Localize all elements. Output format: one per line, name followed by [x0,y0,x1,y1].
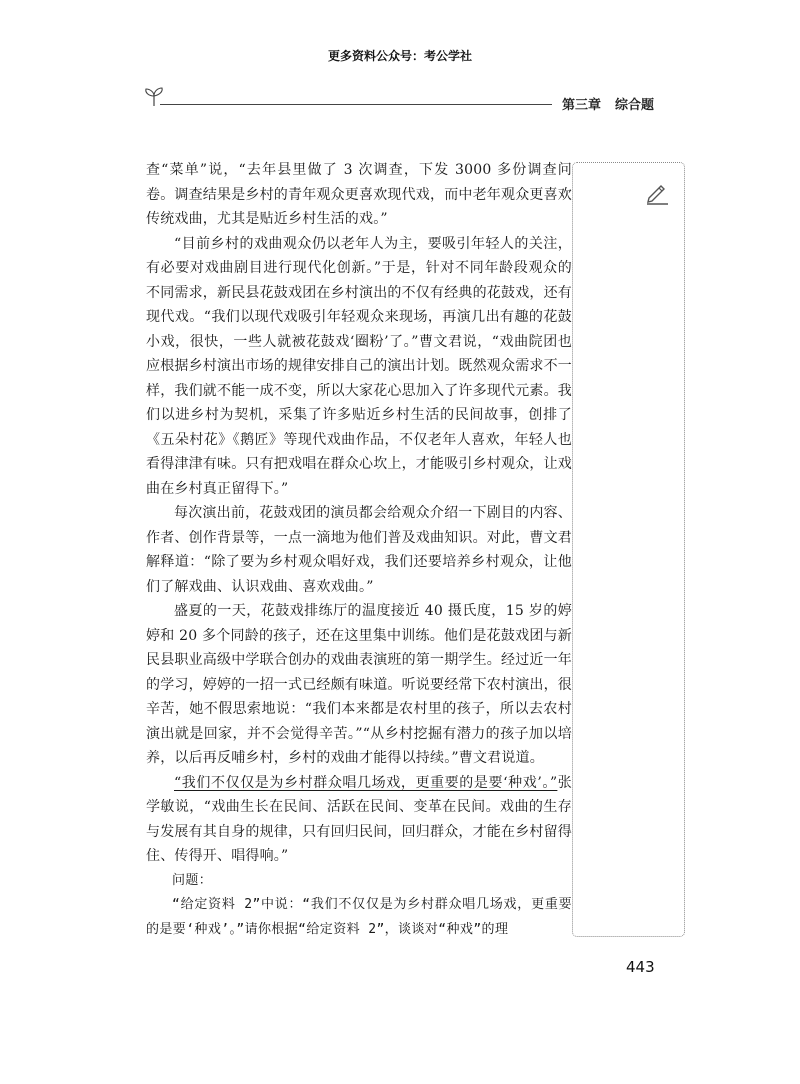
paragraph-5 [146,771,572,869]
pencil-icon [644,179,670,205]
article-body [146,158,572,942]
underlined-quote: “我们不仅仅是为乡村群众唱几场戏，更重要的是要‘种戏’。” [174,774,558,791]
paragraph-4: 盛夏的一天，花鼓戏排练厅的温度接近 40 摄氏度，15 岁的婷婷和 20 多个同龄的孩子，还在这里集中训练。他们是花鼓戏团与新民县职业高级中学联合创办的戏曲表演班的第一期学生。经过近一年的学习，婷婷的一招一式已经颇有味道。听说要经常下农村演出，很辛苦，她不假思索地说：“我们本来都是农村里的孩子，所以去农村演出就是回家，并不会觉得辛苦。”“从乡村挖掘有潜力的孩子加以培养，以后再反哺乡村，乡村的戏曲才能得以持续。”曹文君说道。 [146,603,572,766]
section-title: 综合题 [615,98,655,113]
question-label: 问题： [172,872,213,888]
notes-area [572,162,685,937]
running-header [140,92,660,118]
chapter-title [562,94,654,113]
source-banner: 更多资料公众号：考公学社 [327,49,472,63]
chapter-number: 第三章 [562,98,602,113]
sprout-icon [140,86,168,110]
paragraph-1: 查“菜单”说，“去年县里做了 3 次调查，下发 3000 多份调查问卷。调查结果是乡村的青年观众更喜欢现代戏，而中老年观众更喜欢传统戏曲，尤其是贴近乡村生活的戏。” [146,162,572,227]
paragraph-3: 每次演出前，花鼓戏团的演员都会给观众介绍一下剧目的内容、作者、创作背景等，一点一滴地为他们普及戏曲知识。对此，曹文君解释道：“除了要为乡村观众唱好戏，我们还要培养乡村观众，让他们了解戏曲、认识戏曲、喜欢戏曲。” [146,505,572,595]
paragraph-5-rest: 张学敏说，“戏曲生长在民间、活跃在民间、变革在民间。戏曲的生存与发展有其自身的规律，只有回归民间，回归群众，才能在乡村留得住、传得开、唱得响。” [146,774,572,864]
header-rule [160,104,552,105]
question-text: “给定资料 2”中说：“我们不仅仅是为乡村群众唱几场戏，更重要的是要‘种戏’。”请你根据“给定资料 2”，谈谈对“种戏”的理 [146,897,572,937]
page-number: 443 [626,958,655,976]
paragraph-2: “目前乡村的戏曲观众仍以老年人为主，要吸引年轻人的关注，有必要对戏曲剧目进行现代化创新。”于是，针对不同年龄段观众的不同需求，新民县花鼓戏团在乡村演出的不仅有经典的花鼓戏，还有现代戏。“我们以现代戏吸引年轻观众来现场，再演几出有趣的花鼓小戏，很快，一些人就被花鼓戏‘圈粉’了。”曹文君说，“戏曲院团也应根据乡村演出市场的规律安排自己的演出计划。既然观众需求不一样，我们就不能一成不变，所以大家花心思加入了许多现代元素。我们以进乡村为契机，采集了许多贴近乡村生活的民间故事，创排了《五朵村花》《鹅匠》等现代戏曲作品，不仅老年人喜欢，年轻人也看得津津有味。只有把戏唱在群众心坎上，才能吸引乡村观众，让戏曲在乡村真正留得下。” [146,235,572,497]
